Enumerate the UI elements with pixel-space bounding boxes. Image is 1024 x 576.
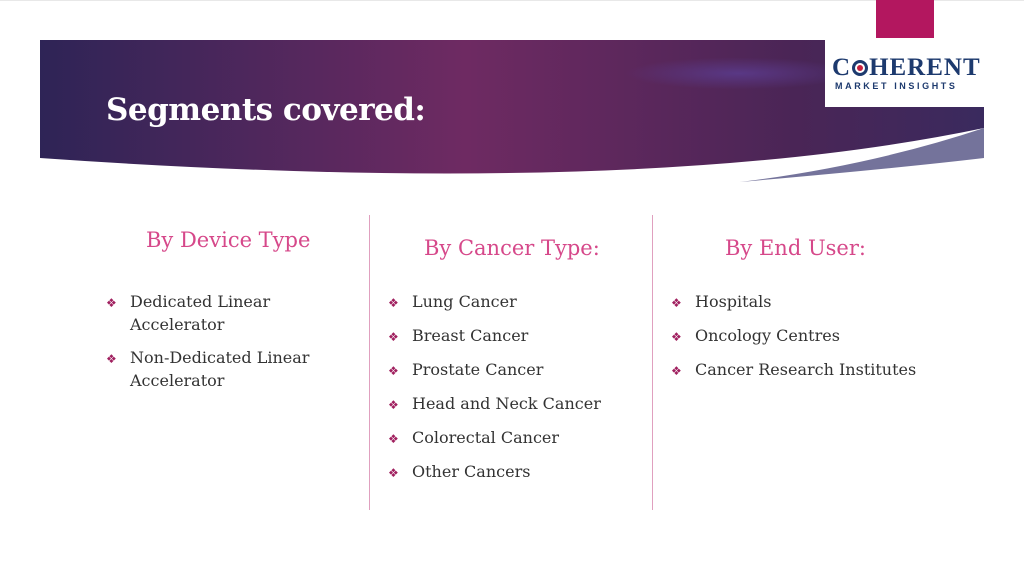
list-item: ❖ Breast Cancer bbox=[388, 324, 638, 347]
column-divider-1 bbox=[369, 215, 370, 510]
list-item: ❖ Colorectal Cancer bbox=[388, 426, 638, 449]
list-item: ❖ Cancer Research Institutes bbox=[671, 358, 971, 381]
list-item: ❖ Prostate Cancer bbox=[388, 358, 638, 381]
bullet-icon: ❖ bbox=[388, 432, 399, 446]
bullet-icon: ❖ bbox=[388, 398, 399, 412]
list-item: ❖ Other Cancers bbox=[388, 460, 638, 483]
list-item: ❖ Lung Cancer bbox=[388, 290, 638, 313]
logo-o-mark bbox=[852, 60, 868, 76]
list-item: ❖ Oncology Centres bbox=[671, 324, 971, 347]
bullet-icon: ❖ bbox=[106, 296, 117, 310]
bullet-icon: ❖ bbox=[388, 330, 399, 344]
list-item: ❖ Head and Neck Cancer bbox=[388, 392, 638, 415]
list-item: ❖ Dedicated Linear Accelerator bbox=[106, 292, 271, 334]
logo-subtitle: MARKET INSIGHTS bbox=[835, 81, 958, 91]
bullet-icon: ❖ bbox=[106, 352, 117, 366]
company-logo bbox=[825, 40, 984, 107]
end-user-heading: By End User: bbox=[725, 236, 866, 260]
bullet-icon: ❖ bbox=[671, 364, 682, 378]
bullet-icon: ❖ bbox=[388, 466, 399, 480]
cancer-type-list bbox=[388, 290, 638, 483]
device-type-heading: By Device Type bbox=[146, 228, 311, 252]
page-title: Segments covered: bbox=[106, 92, 426, 128]
bullet-icon: ❖ bbox=[388, 296, 399, 310]
accent-tab bbox=[876, 0, 934, 38]
bullet-icon: ❖ bbox=[671, 330, 682, 344]
bullet-icon: ❖ bbox=[671, 296, 682, 310]
end-user-list bbox=[671, 290, 971, 381]
list-item: ❖ Hospitals bbox=[671, 290, 971, 313]
device-type-list bbox=[106, 290, 356, 392]
cancer-type-heading: By Cancer Type: bbox=[424, 236, 600, 260]
list-item: ❖ Non-Dedicated Linear Accelerator bbox=[106, 348, 310, 390]
column-divider-2 bbox=[652, 215, 653, 510]
top-border-line bbox=[0, 0, 1024, 1]
logo-wordmark: C HERENT bbox=[832, 54, 981, 81]
bullet-icon: ❖ bbox=[388, 364, 399, 378]
